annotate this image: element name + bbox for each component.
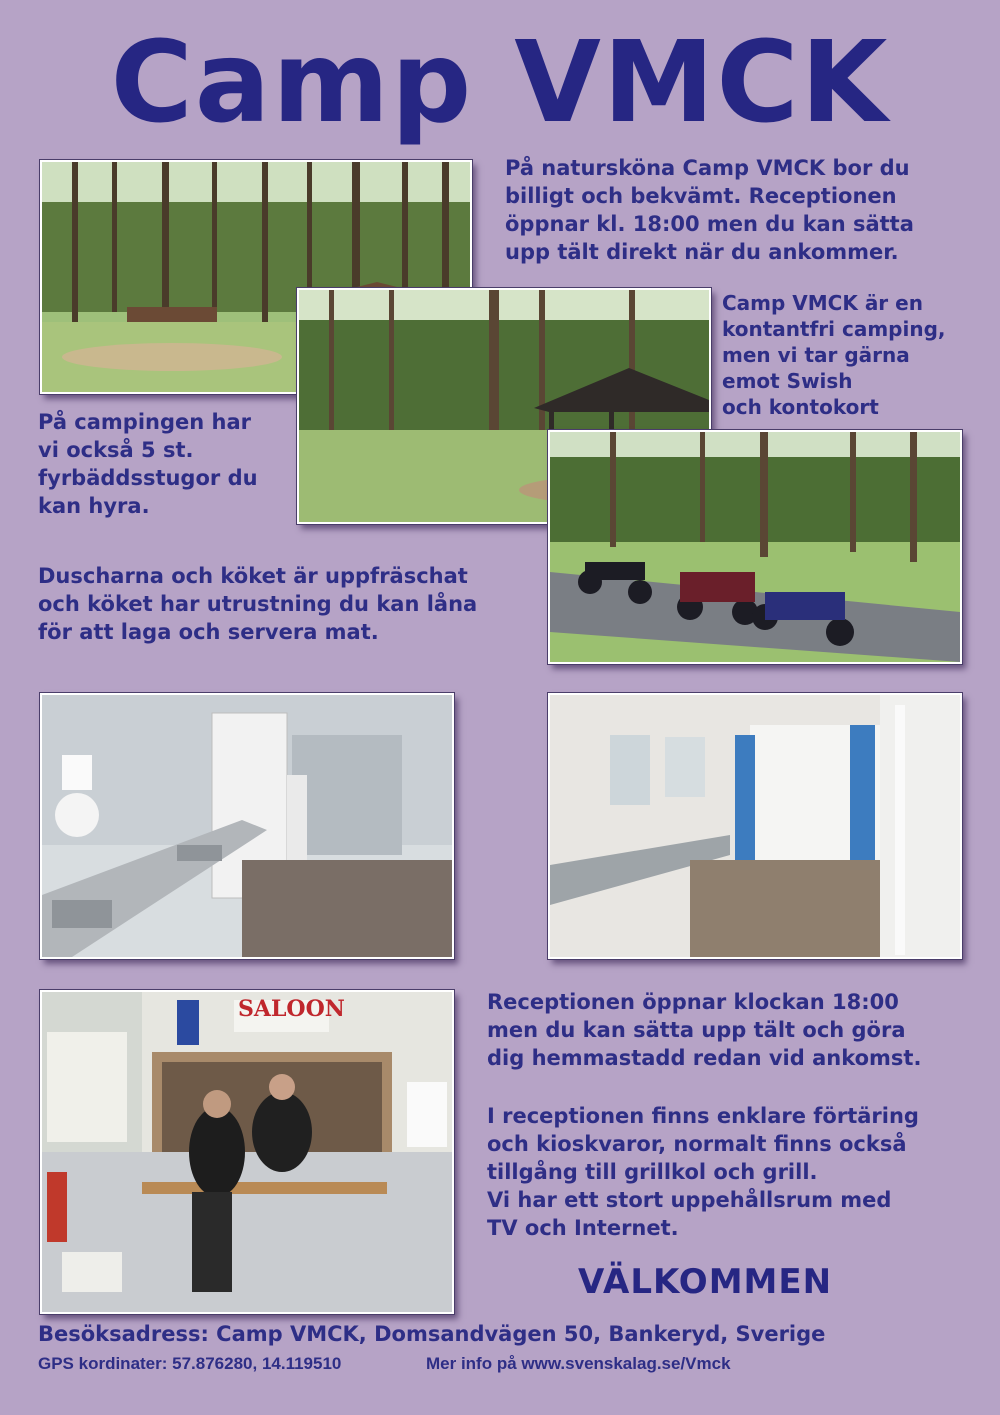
photo-shower-room (548, 693, 962, 959)
photo-kitchen (40, 693, 454, 959)
saloon-sign: SALOON (238, 996, 345, 1022)
address-line: Besöksadress: Camp VMCK, Domsandvägen 50, Bankeryd, Sverige (38, 1322, 826, 1346)
photo-motorcycles (548, 430, 962, 664)
showers-text: Duscharna och köket är uppfräschat och köket har utrustning du kan låna för att laga och servera mat. (38, 564, 478, 644)
intro-text: På natursköna Camp VMCK bor du billigt och bekvämt. Receptionen öppnar kl. 18:00 men du kan sätta upp tält direkt när du ankommer. (505, 156, 914, 264)
welcome-text: VÄLKOMMEN (578, 1262, 833, 1302)
gps-coordinates: GPS kordinater: 57.876280, 14.119510 (38, 1354, 342, 1373)
more-info-link[interactable]: Mer info på www.svenskalag.se/Vmck (426, 1354, 731, 1373)
cashless-text: Camp VMCK är en kontantfri camping, men vi tar gärna emot Swish och kontokort (722, 291, 946, 419)
photo-reception (40, 990, 454, 1314)
page-title: Camp VMCK (110, 18, 890, 148)
kiosk-text: I receptionen finns enklare förtäring och kioskvaror, normalt finns också tillgång till grillkol och grill. Vi har ett stort uppehållsrum med TV och Internet. (487, 1104, 919, 1240)
reception-text: Receptionen öppnar klockan 18:00 men du kan sätta upp tält och göra dig hemmastadd redan vid ankomst. (487, 990, 922, 1070)
cabins-text: På campingen har vi också 5 st. fyrbäddsstugor du kan hyra. (38, 410, 258, 518)
